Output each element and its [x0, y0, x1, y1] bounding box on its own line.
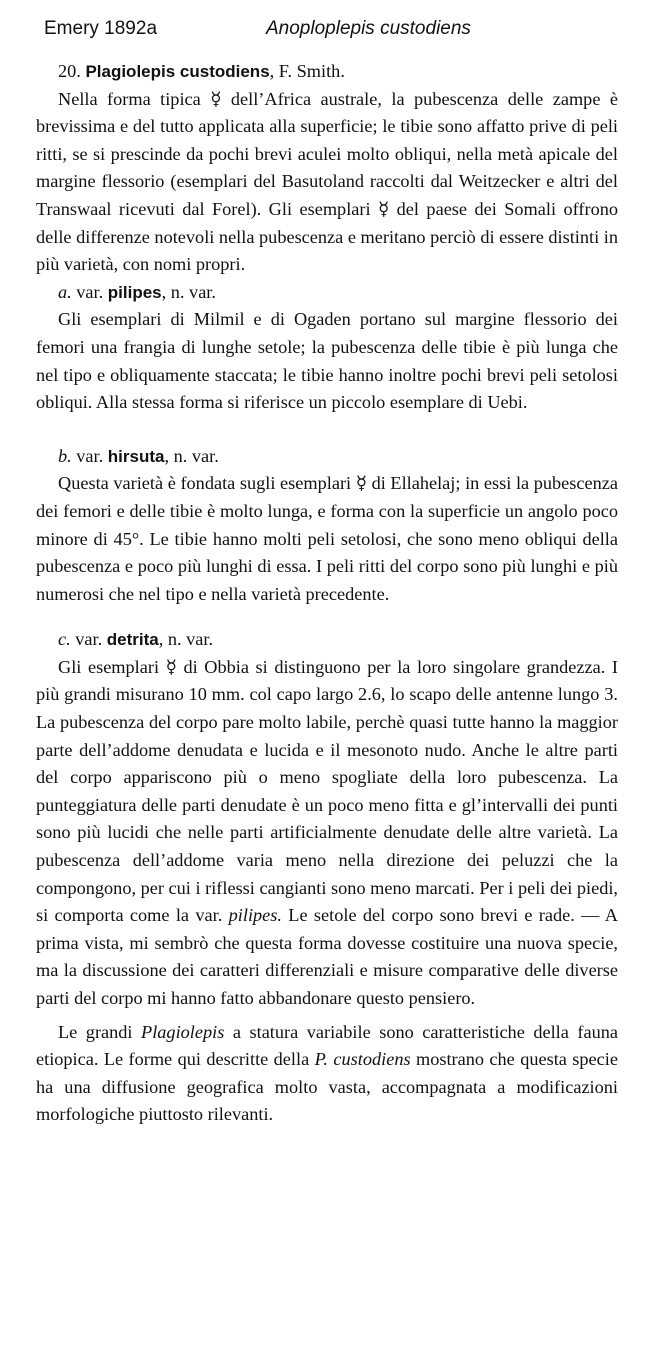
var-b-suffix: , n. var. — [164, 445, 219, 466]
var-b-name: hirsuta — [107, 446, 165, 466]
species-name: Plagiolepis custodiens — [85, 62, 270, 81]
var-a-name: pilipes — [107, 282, 162, 302]
var-c-prefix: var. — [70, 629, 107, 650]
var-b-heading — [36, 443, 618, 471]
var-a-prefix: var. — [71, 281, 108, 302]
closing-part1: Le grandi — [58, 1021, 142, 1042]
var-a-paragraph: Gli esemplari di Milmil e di Ogaden portano sul margine flessorio dei femori una frangia di lunghe setole; la pubescenza delle tibie è più lunga che nel tipo e obliquamente staccata; le tibie hanno inoltre pochi brevi peli setolosi obliqui. Alla stessa forma si riferisce un piccolo esemplare di Uebi. — [36, 309, 618, 413]
closing-part2: a statura variabile sono caratteristiche della fauna etiopica. Le forme qui descritte della — [36, 1021, 618, 1070]
var-b-letter: b. — [58, 445, 72, 466]
var-c-ref: pilipes. — [228, 905, 282, 926]
var-c-text-after: Le setole del corpo sono brevi e rade. — A prima vista, mi sembrò che questa forma dovesse costituire una nuova specie, ma la discussione dei caratteri differenziali e misure comparative delle diverse parti del corpo mi hanno fatto abbandonare questo pensiero. — [36, 905, 618, 1008]
var-c-letter: c. — [58, 629, 71, 650]
header-citation: Emery 1892a — [44, 18, 158, 39]
species-heading — [36, 58, 618, 86]
header-taxon: Anoploplepis custodiens — [266, 18, 471, 39]
closing-paragraph — [36, 1019, 618, 1129]
closing-genus: Plagiolepis — [141, 1021, 225, 1042]
page-header — [44, 18, 624, 44]
var-c-text-before: Gli esemplari ☿ di Obbia si distinguono per la loro singolare grandezza. I più grandi misurano 10 mm. col capo largo 2.6, lo scapo delle antenne lungo 3. La pubescenza del corpo pare molto labile, perchè quasi tutte hanno la maggior parte dell’addome denudata e lucida e il mesonoto nudo. Anche le altre parti del corpo appariscono più o meno spogliate della loro pubescenza. La punteggiatura delle parti denudate è un poco meno fitta e gl’intervalli dei punti sono più lucidi che nelle parti artificialmente denudate delle altre varietà. La pubescenza dell’addome varia meno nella direzione dei peluzzi che la compongono, per cui i riflessi cangianti sono meno marcati. Per i peli dei piedi, si comporta come la var. — [36, 656, 618, 926]
article-body — [36, 58, 618, 1129]
var-c-suffix: , n. var. — [158, 629, 214, 650]
species-number: 20. — [58, 61, 81, 81]
section-gap — [36, 608, 618, 626]
var-b-prefix: var. — [71, 445, 108, 466]
var-b-paragraph: Questa varietà è fondata sugli esemplari ☿ di Ellahelaj; in essi la pubescenza dei femori e delle tibie è molto lunga, e forma con la superficie un angolo poco minore di 45°. Le tibie hanno molti peli setolosi, che sono meno obliqui della pubescenza e poco più lunghi di essa. I peli ritti del corpo sono più lunghi e più numerosi che nel tipo e nella varietà precedente. — [36, 473, 618, 604]
section-gap — [36, 417, 618, 443]
closing-part3: mostrano che questa specie ha una diffusione geografica molto vasta, accompagnata a modificazioni morfologiche piuttosto rilevanti. — [36, 1049, 618, 1125]
var-c-name: detrita — [106, 630, 159, 650]
var-c-paragraph — [36, 654, 618, 1013]
closing-species-ref: P. custodiens — [314, 1049, 411, 1070]
intro-paragraph: Nella forma tipica ☿ dell’Africa australe, la pubescenza delle zampe è brevissima e del tutto applicata alla superficie; le tibie sono affatto prive di peli ritti, se si prescinde da pochi brevi aculei molto obliqui, nella metà apicale del margine flessorio (esemplari del Basutoland raccolti dal Weitzecker e altri del Transwaal ricevuti dal Forel). Gli esemplari ☿ del paese dei Somali offrono delle differenze notevoli nella pubescenza e meritano perciò di essere distinti in più varietà, con nomi propri. — [36, 88, 618, 275]
var-a-heading — [36, 279, 618, 307]
var-c-heading — [36, 626, 618, 654]
species-author: , F. Smith. — [269, 61, 345, 81]
var-a-suffix: , n. var. — [161, 281, 216, 302]
var-a-letter: a. — [58, 281, 72, 302]
